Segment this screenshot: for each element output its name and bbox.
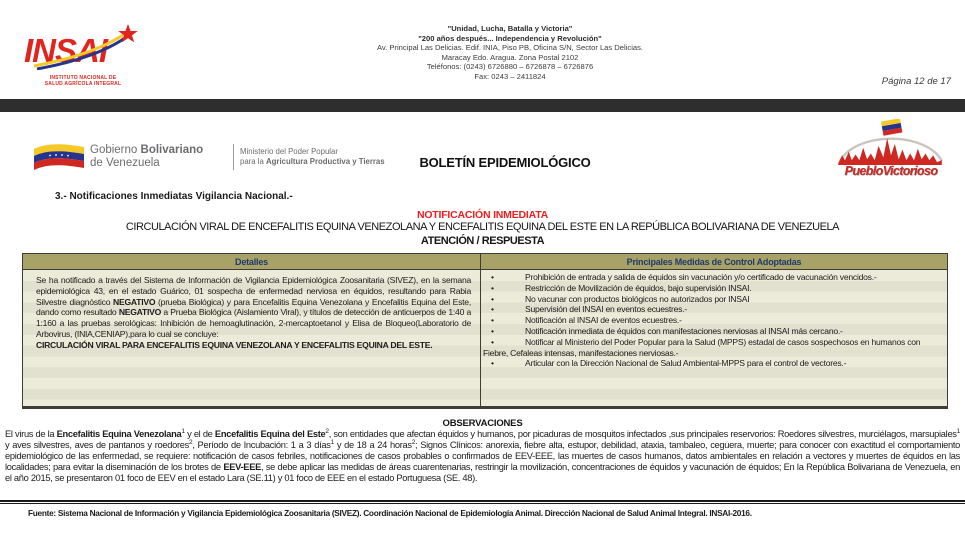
ministry-line1: Ministerio del Poder Popular bbox=[240, 147, 338, 156]
table-header-row bbox=[23, 254, 947, 270]
bullet-icon: • bbox=[491, 282, 494, 293]
letterhead-address-1: Av. Principal Las Delicias. Edif. INIA, Piso PB, Oficina S/N, Sector Las Delicias. bbox=[376, 43, 644, 53]
bullet-icon: • bbox=[491, 336, 494, 347]
bullet-icon: • bbox=[491, 293, 494, 304]
control-measure-item: • Prohibición de entrada y salida de équidos sin vacunación y/o certificado de vacunación vencidos.- bbox=[483, 272, 941, 283]
control-measure-item: • Restricción de Movilización de équidos, bajo supervisión INSAI. bbox=[483, 283, 941, 294]
table-header-detalles: Detalles bbox=[23, 254, 481, 269]
notice-title: NOTIFICACIÓN INMEDIATA bbox=[416, 209, 549, 221]
notice-subheading: ATENCIÓN / RESPUESTA bbox=[420, 235, 545, 247]
page-number: Página 12 de 17 bbox=[881, 76, 951, 87]
insai-subtitle-line1: INSTITUTO NACIONAL DE bbox=[49, 75, 117, 81]
detalles-intro: Se ha notificado a través del Sistema de Información de Vigilancia Epidemiológica Zoosanitaria (SIVEZ), en la semana epidemiológica 43, en el estado Guárico, 01 sospecha de enfermedad nerviosa en équidos, resultando para Rabia Silvestre diagnóstico NEGATIVO (prueba Biológica) y para Encefalitis Equina Venezolana y Encefalitis Equina del Este, dando como resultado NEGATIVO a Prueba Biológica (Aislamiento Viral), y títulos de detección de anticuerpos de 1:40 a 1:160 a las pruebas serológicas: Inhibición de hemoaglutinación, 2-mercaptoetanol y Elisa de Bloqueo(Laboratorio de Arbovirus, (INIA,CENIAP),para lo cual se concluye: bbox=[36, 275, 471, 339]
top-divider-bar bbox=[0, 99, 965, 112]
insai-logo-icon bbox=[24, 24, 156, 70]
letterhead-motto-2: "200 años después... Independencia y Revolución" bbox=[418, 33, 602, 43]
letterhead bbox=[250, 24, 770, 82]
detalles-conclusion: CIRCULACIÓN VIRAL PARA ENCEFALITIS EQUINA VENEZOLANA Y ENCEFALITIS EQUINA DEL ESTE. bbox=[36, 339, 433, 350]
government-line1-prefix: Gobierno bbox=[90, 144, 141, 156]
letterhead-address-2: Maracay Edo. Aragua. Zona Postal 2102 bbox=[441, 52, 579, 62]
bullet-icon: • bbox=[491, 325, 494, 336]
footer-rule bbox=[0, 500, 965, 504]
ministry-line2-prefix: para la bbox=[240, 156, 267, 166]
source-note: Fuente: Sistema Nacional de Información y Vigilancia Epidemiológica Zoosanitaria (SIVEZ). Coordinación Nacional de Epidemiología Animal. Dirección Nacional de Salud Animal Integral. INSAI-2016. bbox=[28, 508, 752, 518]
letterhead-phones: Teléfonos: (0243) 6726880 – 6726878 – 6726876 bbox=[426, 62, 594, 72]
pueblo-victorioso-text: PuebloVictorioso bbox=[844, 164, 938, 178]
letterhead-fax: Fax: 0243 – 2411824 bbox=[474, 71, 546, 81]
control-measure-item: • Articular con la Dirección Nacional de Salud Ambiental-MPPS para el control de vectores.- bbox=[483, 358, 941, 369]
bullet-icon: • bbox=[491, 358, 494, 369]
bulletin-title: BOLETÍN EPIDEMIOLÓGICO bbox=[419, 155, 591, 170]
notification-table bbox=[22, 253, 948, 409]
observaciones-body: El virus de la Encefalitis Equina Venezolana$^1$ y el de Encefalitis Equina del Este$^2$, son entidades que afectan équidos y humanos, por picaduras de mosquitos infectados ,sus principales reservorios: Roedores silvestres, murciélagos, marsupiales$^1$ y aves silvestres, aves de pantanos y roedores$^2$, Período de Incubación: 1 a 3 días$^1$ y de 18 a 24 horas$^2$; Signos Clínicos: anorexia, fiebre alta, estupor, debilidad, ataxia, tambaleo, ceguera, muerte; para conocer con exactitud el comportamiento epidemiológico de las enfermedad, se requiere: notificación de casos febriles, notificaciones de casos probables o confirmados de EEV-EEE, las muertes de casos humanos, datos ambientales en relación a vectores y muertes de équidos en las localidades; para evitar la diseminación de los brotes de EEV-EEE, se debe aplicar las medidas de áreas cuarentenarias, restringir la movilización, concentraciones de équidos y vacunación de équidos; En la República Bolivariana de Venezuela, en el año 2015, se presentaron 01 foco de EEV en el estado Lara (SE.11) y 01 foco de EEE en el estado Portuguesa (SE. 48). bbox=[5, 427, 960, 483]
venezuela-flag-icon bbox=[32, 141, 86, 180]
bullet-icon: • bbox=[491, 304, 494, 315]
insai-subtitle-line2: SALUD AGRÍCOLA INTEGRAL bbox=[44, 81, 122, 87]
ministry-line2-bold: Agricultura Productiva y Tierras bbox=[266, 156, 385, 166]
banner-divider bbox=[233, 144, 234, 170]
table-body-row bbox=[23, 270, 947, 406]
detalles-cell bbox=[23, 270, 481, 406]
government-line2: de Venezuela bbox=[90, 156, 160, 169]
observaciones-heading: OBSERVACIONES bbox=[442, 418, 523, 429]
control-measure-item: • Notificar al Ministerio del Poder Popular para la Salud (MPPS) estadal de casos sospechosos en humanos con Fiebre, Cefaleas intensas, manifestaciones nerviosas.- bbox=[483, 336, 921, 358]
svg-text:INSAI: INSAI bbox=[24, 32, 108, 69]
control-measure-item: • Notificación inmediata de équidos con manifestaciones nerviosas al INSAI más cercano.- bbox=[483, 326, 941, 337]
pueblo-victorioso-icon bbox=[828, 119, 954, 165]
letterhead-motto-1: "Unidad, Lucha, Batalla y Victoria" bbox=[447, 24, 573, 33]
bullet-icon: • bbox=[491, 272, 494, 282]
insai-logo bbox=[24, 24, 156, 87]
pueblo-victorioso-logo bbox=[828, 119, 954, 178]
government-wordmark bbox=[90, 144, 203, 169]
control-measure-item: • Notificación al INSAI de eventos ecuestres.- bbox=[483, 315, 941, 326]
table-header-medidas: Principales Medidas de Control Adoptadas bbox=[626, 257, 802, 267]
bullet-icon: • bbox=[491, 315, 494, 326]
government-line1-bold: Bolivariano bbox=[140, 144, 204, 156]
control-measure-item: • No vacunar con productos biológicos no autorizados por INSAI bbox=[483, 294, 941, 305]
notice-subtitle: CIRCULACIÓN VIRAL DE ENCEFALITIS EQUINA VENEZOLANA Y ENCEFALITIS EQUINA DEL ESTE EN LA REPÚBLICA BOLIVARIANA DE VENEZUELA bbox=[125, 221, 840, 233]
section-heading: 3.- Notificaciones Inmediatas Vigilancia Nacional.- bbox=[55, 191, 293, 202]
control-measure-item: • Supervisión del INSAI en eventos ecuestres.- bbox=[483, 304, 941, 315]
medidas-cell bbox=[481, 270, 947, 406]
